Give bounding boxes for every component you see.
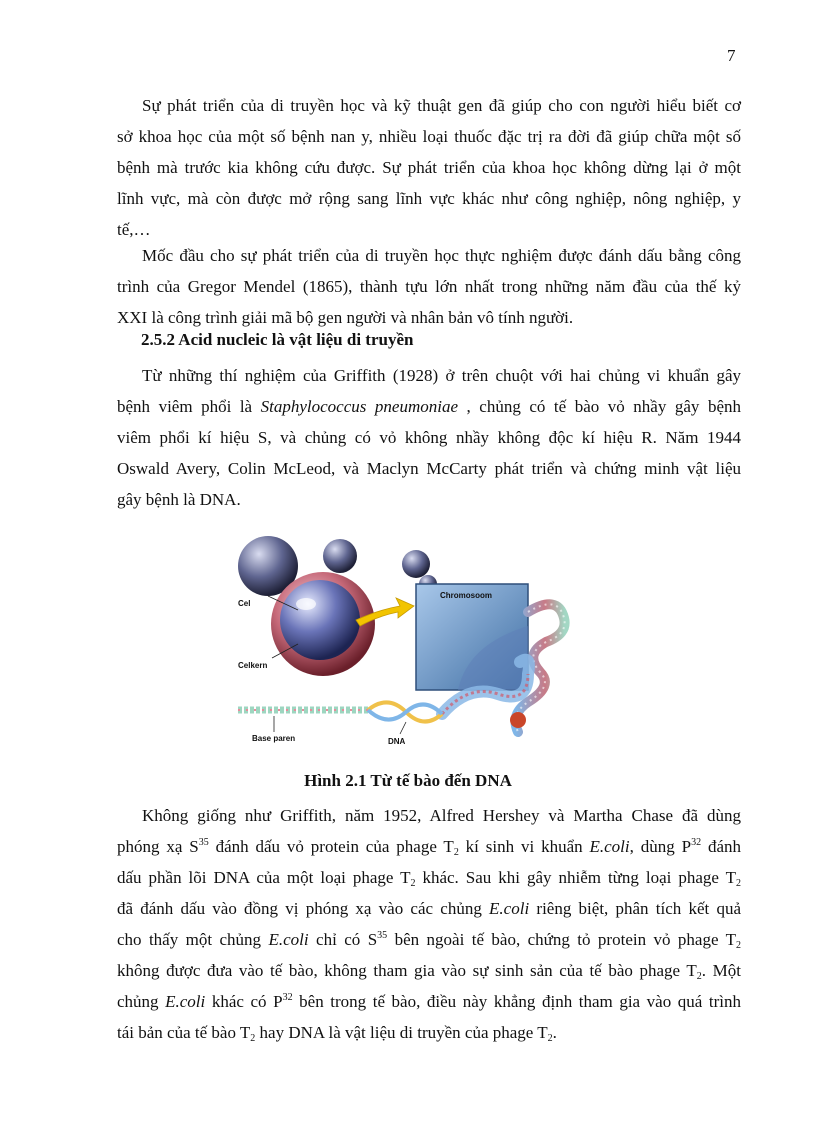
text-line: sở khoa học của một số bệnh nan y, nhiều loại thuốc đặc trị ra đời đã giúp chữa một số bbox=[117, 127, 741, 146]
figure-caption: Hình 2.1 Từ tế bào đến DNA bbox=[304, 771, 512, 790]
small-cell-2 bbox=[323, 539, 357, 573]
label-base-paren: Base paren bbox=[252, 734, 296, 743]
text-line: không được đưa vào tế bào, không tham gia vào sự sinh sản của tế bào phage $T_2$. Một bbox=[117, 961, 742, 982]
text-line: Mốc đầu cho sự phát triển của di truyền học thực nghiệm được đánh dấu bằng công bbox=[142, 246, 741, 265]
label-dna: DNA bbox=[388, 737, 406, 746]
text-line: bệnh mà trước kia không cứu được. Sự phát triển của khoa học không dừng lại ở một bbox=[117, 158, 741, 177]
text-line: phóng xạ $S^{35}$ đánh dấu vỏ protein của phage $T_2$ kí sinh vi khuẩn E.coli, dùng $P^{32}$ đánh bbox=[117, 837, 741, 858]
text-line: viêm phổi kí hiệu S, và chủng có vỏ không nhầy không độc kí hiệu R. Năm 1944 bbox=[117, 428, 741, 447]
text-line: Sự phát triển của di truyền học và kỹ thuật gen đã giúp cho con người hiểu biết cơ bbox=[142, 96, 741, 115]
species-name: Staphylococcus pneumoniae bbox=[260, 397, 458, 416]
paragraph-1 bbox=[117, 90, 741, 245]
label-celkern: Celkern bbox=[238, 661, 268, 670]
text-line: dấu phần lõi DNA của một loại phage $T_2$ khác. Sau khi gây nhiễm từng loại phage $T_2$ bbox=[117, 868, 741, 889]
label-chromosoom: Chromosoom bbox=[440, 591, 492, 600]
text-line: trình của Gregor Mendel (1865), thành tựu lớn nhất trong những năm đầu của thế kỷ bbox=[117, 277, 741, 296]
label-cel: Cel bbox=[238, 599, 251, 608]
text-line: chủng E.coli khác có $P^{32}$ bên trong tế bào, điều này khẳng định tham gia vào quá trình bbox=[117, 992, 742, 1011]
text-line: Từ những thí nghiệm của Griffith (1928) ở trên chuột với hai chủng vi khuẩn gây bbox=[142, 366, 741, 385]
paragraph-2 bbox=[117, 240, 741, 333]
text-line: cho thấy một chủng E.coli chỉ có $S^{35}$ bên ngoài tế bào, chứng tỏ protein vỏ phage $T_2$ bbox=[117, 930, 742, 951]
section-heading: 2.5.2 Acid nucleic là vật liệu di truyền bbox=[141, 330, 414, 349]
text-line: tái bản của tế bào $T_2$ hay DNA là vật liệu di truyền của phage $T_2$. bbox=[117, 1023, 557, 1044]
page-number: 7 bbox=[727, 46, 736, 65]
text-line: bệnh viêm phổi là Staphylococcus pneumoniae , chủng có tế bào vỏ nhầy gây bệnh bbox=[117, 397, 741, 416]
cell-to-dna-figure bbox=[228, 534, 608, 754]
small-cell-3 bbox=[402, 550, 430, 578]
text-line: gây bệnh là DNA. bbox=[117, 490, 241, 509]
dna-strand bbox=[238, 702, 442, 721]
text-line: Không giống như Griffith, năm 1952, Alfred Hershey và Martha Chase đã dùng bbox=[142, 806, 741, 825]
text-line: XXI là công trình giải mã bộ gen người và nhân bản vô tính người. bbox=[117, 308, 574, 327]
text-line: đã đánh dấu vào đồng vị phóng xạ vào các chủng E.coli riêng biệt, phân tích kết quả bbox=[117, 899, 741, 918]
paragraph-3 bbox=[117, 360, 741, 515]
text-line: lĩnh vực, mà còn được mở rộng sang lĩnh vực khác như công nghiệp, nông nghiệp, y bbox=[117, 189, 741, 208]
cell-nucleus bbox=[280, 580, 360, 660]
paragraph-4 bbox=[117, 800, 741, 1048]
text-line: tế,… bbox=[117, 220, 151, 239]
text-line: Oswald Avery, Colin McLeod, và Maclyn McCarty phát triển và chứng minh vật liệu bbox=[117, 459, 741, 478]
